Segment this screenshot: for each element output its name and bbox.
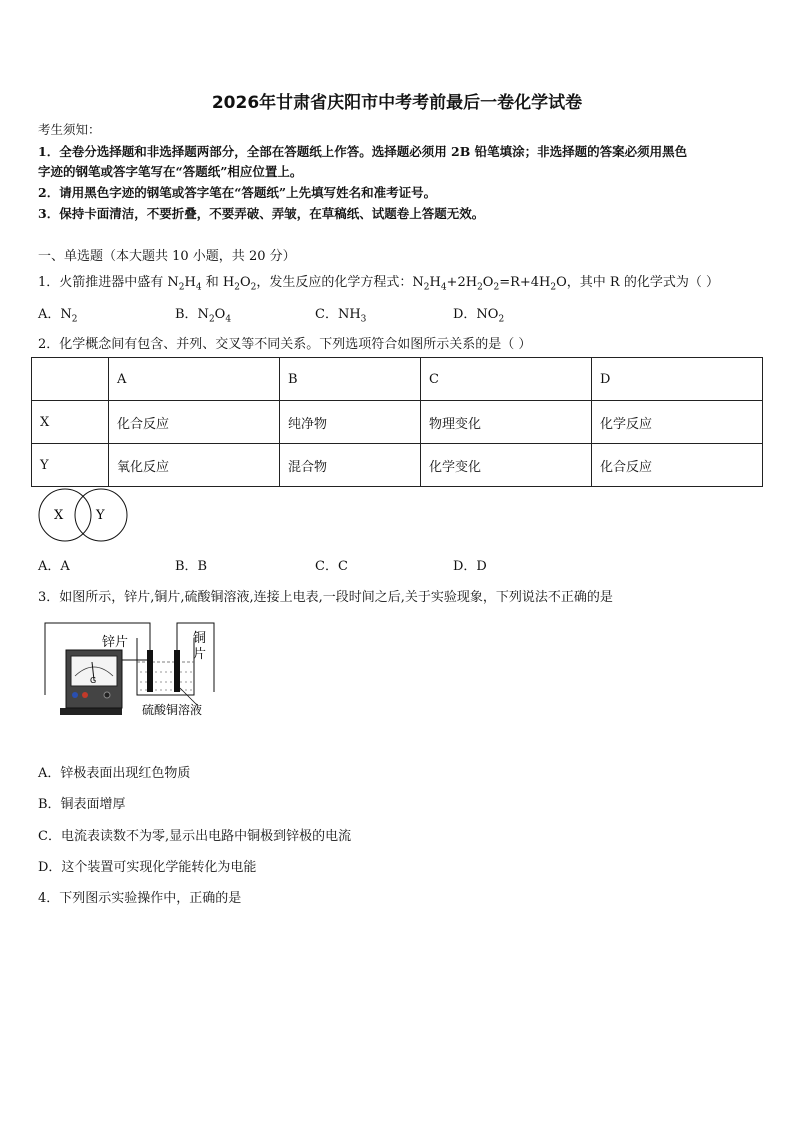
q1-option-a[interactable]: A．$N_2$ [38, 307, 78, 325]
question-1-text: 1．火箭推进器中盛有 $N_2H_4$ 和 $H_2O_2$，发生反应的化学方程式：$N_2H_4+2H_2O_2=R+4H_2O$，其中 R 的化学式为（ ） [38, 275, 719, 293]
table-cell: C [421, 358, 592, 401]
q3-option-b[interactable]: B．铜表面增厚 [38, 797, 126, 812]
venn-label-x: X [54, 508, 64, 523]
notice-line: 3．保持卡面清洁，不要折叠，不要弄破、弄皱，在草稿纸、试题卷上答题无效。 [38, 206, 485, 221]
table-cell [32, 358, 109, 401]
copper-label: 铜 [193, 631, 207, 646]
zinc-electrode [147, 650, 153, 692]
table-cell: 化合反应 [109, 401, 280, 444]
venn-label-y: Y [96, 508, 105, 523]
meter-symbol: G [90, 676, 97, 685]
q1-option-b[interactable]: B．$N_2O_4$ [175, 307, 232, 325]
zinc-label: 锌片 [102, 635, 129, 650]
solution-label: 硫酸铜溶液 [142, 703, 203, 717]
section-heading: 一、单选题（本大题共 10 小题，共 20 分） [38, 249, 296, 264]
q2-table [31, 357, 763, 487]
notice-line: 1．全卷分选择题和非选择题两部分，全部在答题纸上作答。选择题必须用 2B 铅笔填涂；非选择题的答案必须用黑色 [38, 144, 688, 159]
notice-heading: 考生须知： [38, 122, 101, 137]
q3-option-c[interactable]: C．电流表读数不为零,显示出电路中铜极到锌极的电流 [38, 829, 352, 844]
q2-option-b[interactable]: B．B [175, 559, 208, 574]
question-3-text: 3．如图所示，锌片,铜片,硫酸铜溶液,连接上电表,一段时间之后,关于实验现象，下列说法不正确的是 [38, 590, 613, 605]
table-cell: D [592, 358, 763, 401]
table-cell: 混合物 [280, 444, 421, 487]
copper-electrode [174, 650, 180, 692]
q3-option-a[interactable]: A．锌极表面出现红色物质 [38, 766, 191, 781]
q2-option-c[interactable]: C．C [315, 559, 348, 574]
table-cell: A [109, 358, 280, 401]
table-cell: X [32, 401, 109, 444]
beaker [137, 638, 194, 695]
table-cell: 化学反应 [592, 401, 763, 444]
table-row [32, 444, 763, 487]
q3-option-d[interactable]: D．这个装置可实现化学能转化为电能 [38, 860, 257, 875]
table-row [32, 358, 763, 401]
notice-line: 2．请用黑色字迹的钢笔或答字笔在“答题纸”上先填写姓名和准考证号。 [38, 185, 437, 200]
venn-circle-x [39, 489, 91, 541]
q1-option-d[interactable]: D．$NO_2$ [453, 307, 505, 325]
table-cell: 氧化反应 [109, 444, 280, 487]
notice-line: 字迹的钢笔或答字笔写在“答题纸”相应位置上。 [38, 164, 303, 179]
q2-option-a[interactable]: A．A [38, 559, 70, 574]
venn-diagram [38, 487, 130, 543]
table-cell: 物理变化 [421, 401, 592, 444]
question-2-text: 2．化学概念间有包含、并列、交叉等不同关系。下列选项符合如图所示关系的是（ ） [38, 337, 532, 352]
table-row [32, 401, 763, 444]
copper-label: 片 [193, 647, 207, 662]
table-cell: 纯净物 [280, 401, 421, 444]
table-cell: 化学变化 [421, 444, 592, 487]
table-cell: B [280, 358, 421, 401]
question-4-text: 4．下列图示实验操作中，正确的是 [38, 891, 242, 906]
galvanic-cell-figure [42, 620, 222, 720]
page-title: 2026年甘肃省庆阳市中考考前最后一卷化学试卷 [211, 93, 583, 113]
galvanometer [60, 650, 122, 715]
q1-option-c[interactable]: C．$NH_3$ [315, 307, 367, 325]
table-cell: 化合反应 [592, 444, 763, 487]
table-cell: Y [32, 444, 109, 487]
q2-option-d[interactable]: D．D [453, 559, 487, 574]
